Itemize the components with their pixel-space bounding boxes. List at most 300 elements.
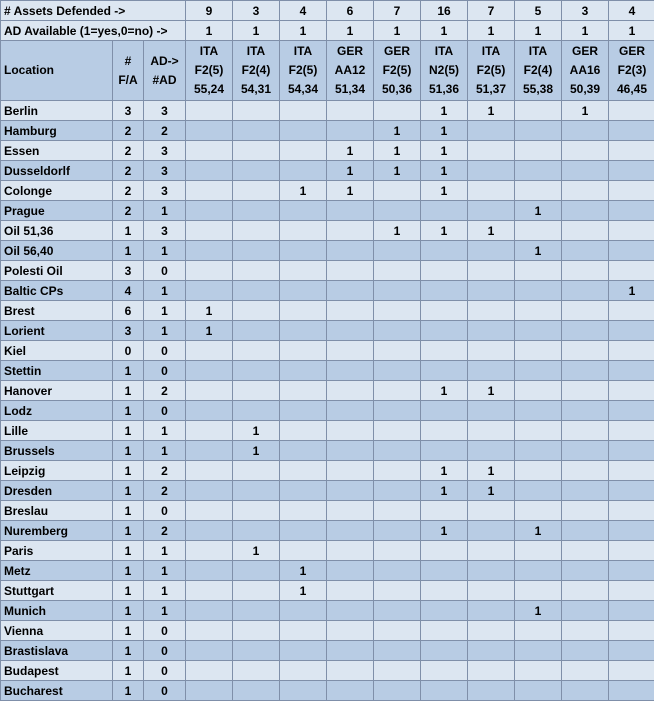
assignment-cell	[233, 461, 280, 481]
assignment-cell	[562, 501, 609, 521]
assignment-cell	[609, 641, 654, 661]
fa-count-cell: 1	[113, 501, 144, 521]
assignment-cell	[186, 561, 233, 581]
ad-count-cell: 1	[144, 241, 186, 261]
assignment-cell	[468, 421, 515, 441]
location-row	[1, 661, 654, 681]
unit-header-line2: F2(4)	[241, 63, 271, 77]
location-row	[1, 161, 654, 181]
assignment-cell	[609, 561, 654, 581]
assets-defended-label: # Assets Defended ->	[1, 1, 186, 21]
location-name-cell: Dresden	[1, 481, 113, 501]
assignment-cell	[233, 341, 280, 361]
location-name-cell: Brussels	[1, 441, 113, 461]
assignment-cell: 1	[421, 481, 468, 501]
assignment-cell	[374, 401, 421, 421]
assignment-cell: 1	[609, 281, 654, 301]
fa-count-cell: 2	[113, 141, 144, 161]
assignment-cell	[327, 581, 374, 601]
assignment-cell	[327, 501, 374, 521]
assignment-cell	[609, 501, 654, 521]
location-row	[1, 141, 654, 161]
assignment-cell	[562, 601, 609, 621]
assets-count-cell: 4	[280, 1, 327, 21]
assignment-cell	[515, 581, 562, 601]
ad-count-cell: 3	[144, 161, 186, 181]
assignment-cell	[515, 481, 562, 501]
assignment-cell	[280, 321, 327, 341]
assignment-cell	[374, 281, 421, 301]
ad-count-cell: 0	[144, 261, 186, 281]
assignment-cell	[609, 141, 654, 161]
assignment-cell	[280, 121, 327, 141]
ad-available-cell: 1	[515, 21, 562, 41]
assignment-cell	[186, 461, 233, 481]
assignment-cell	[327, 241, 374, 261]
assignment-cell	[515, 621, 562, 641]
unit-header-line3: 54,34	[288, 82, 319, 96]
assignment-cell	[421, 341, 468, 361]
assignment-cell	[562, 481, 609, 501]
location-row	[1, 641, 654, 661]
assets-count-cell: 7	[468, 1, 515, 21]
assignment-cell	[280, 641, 327, 661]
unit-header-line2: F2(5)	[382, 63, 412, 77]
location-name-cell: Metz	[1, 561, 113, 581]
assignment-cell	[515, 441, 562, 461]
unit-header-line3: 51,36	[429, 82, 460, 96]
assignment-cell	[186, 521, 233, 541]
assignment-cell	[280, 361, 327, 381]
ad-available-cell: 1	[609, 21, 654, 41]
assignment-cell: 1	[327, 161, 374, 181]
ad-count-cell: 1	[144, 441, 186, 461]
assignment-cell	[374, 481, 421, 501]
assignment-cell	[609, 401, 654, 421]
assignment-cell	[515, 681, 562, 701]
assignment-cell	[421, 501, 468, 521]
ad-count-cell: 1	[144, 301, 186, 321]
assignment-cell	[562, 661, 609, 681]
assignment-cell	[515, 381, 562, 401]
assignment-cell	[374, 341, 421, 361]
assignment-cell	[562, 381, 609, 401]
assignment-cell	[374, 501, 421, 521]
location-name-cell: Leipzig	[1, 461, 113, 481]
assignment-cell	[280, 541, 327, 561]
assignment-cell	[186, 681, 233, 701]
assignment-cell	[515, 541, 562, 561]
column-header-row	[1, 41, 654, 101]
location-row	[1, 301, 654, 321]
assignment-cell	[280, 101, 327, 121]
assignment-cell	[233, 561, 280, 581]
assignment-cell	[609, 661, 654, 681]
ad-count-cell: 2	[144, 481, 186, 501]
location-row	[1, 321, 654, 341]
assignment-cell	[186, 161, 233, 181]
unit-column-header	[280, 41, 327, 101]
assignment-cell: 1	[374, 121, 421, 141]
assignment-cell: 1	[421, 101, 468, 121]
assignment-cell	[609, 681, 654, 701]
assignment-cell	[374, 641, 421, 661]
assignment-cell	[233, 241, 280, 261]
location-name-cell: Baltic CPs	[1, 281, 113, 301]
assignment-cell	[609, 221, 654, 241]
unit-column-header	[468, 41, 515, 101]
assignment-cell	[468, 621, 515, 641]
assignment-cell: 1	[468, 221, 515, 241]
assignment-cell	[233, 261, 280, 281]
assignment-cell	[609, 181, 654, 201]
location-row	[1, 501, 654, 521]
assignment-cell: 1	[233, 421, 280, 441]
unit-header-line1: ITA	[434, 44, 454, 58]
unit-header-line2: F2(3)	[617, 63, 647, 77]
unit-header-line3: 51,34	[335, 82, 366, 96]
fa-count-cell: 1	[113, 541, 144, 561]
unit-column-header	[609, 41, 654, 101]
fa-count-cell: 1	[113, 481, 144, 501]
assignment-cell	[374, 461, 421, 481]
ad-count-cell: 0	[144, 341, 186, 361]
assignment-cell	[233, 301, 280, 321]
assignment-cell	[609, 461, 654, 481]
assignment-cell	[233, 681, 280, 701]
assignment-cell	[609, 361, 654, 381]
assignment-cell	[374, 261, 421, 281]
assignment-cell	[468, 541, 515, 561]
assignment-cell	[562, 321, 609, 341]
location-row	[1, 401, 654, 421]
ad-count-cell: 0	[144, 681, 186, 701]
ad-available-cell: 1	[233, 21, 280, 41]
ad-count-cell: 1	[144, 561, 186, 581]
assignment-cell	[186, 401, 233, 421]
assignment-cell	[374, 581, 421, 601]
assignment-cell	[327, 381, 374, 401]
assignment-cell	[233, 101, 280, 121]
assignment-cell	[421, 361, 468, 381]
assignment-cell	[374, 521, 421, 541]
assignment-cell	[421, 401, 468, 421]
ad-count-cell: 0	[144, 401, 186, 421]
assignment-cell	[233, 381, 280, 401]
location-name-cell: Breslau	[1, 501, 113, 521]
fa-count-cell: 2	[113, 181, 144, 201]
assignment-cell	[233, 361, 280, 381]
assignment-cell	[468, 341, 515, 361]
location-name-cell: Budapest	[1, 661, 113, 681]
unit-header-line3: 46,45	[617, 82, 648, 96]
ad-count-cell: 2	[144, 461, 186, 481]
assignment-cell	[280, 601, 327, 621]
assignment-cell	[233, 121, 280, 141]
location-row	[1, 561, 654, 581]
ad-count-cell: 0	[144, 641, 186, 661]
ad-count-cell: 2	[144, 521, 186, 541]
location-row	[1, 101, 654, 121]
assets-count-cell: 9	[186, 1, 233, 21]
ad-count-cell: 3	[144, 221, 186, 241]
assignment-cell	[327, 221, 374, 241]
assignment-cell	[327, 621, 374, 641]
ad-count-cell: 2	[144, 381, 186, 401]
assignment-cell: 1	[280, 581, 327, 601]
assignment-cell	[562, 181, 609, 201]
assets-count-cell: 7	[374, 1, 421, 21]
location-row	[1, 601, 654, 621]
assignment-cell	[280, 441, 327, 461]
unit-column-header	[374, 41, 421, 101]
assignment-cell	[421, 241, 468, 261]
assignment-cell	[233, 161, 280, 181]
assignment-cell	[374, 601, 421, 621]
assignment-cell	[609, 261, 654, 281]
assignment-cell	[233, 621, 280, 641]
assignment-cell	[562, 361, 609, 381]
ad-available-cell: 1	[327, 21, 374, 41]
assignment-cell	[327, 521, 374, 541]
assignment-cell	[562, 401, 609, 421]
assignment-cell	[468, 301, 515, 321]
assignment-cell	[327, 561, 374, 581]
assignment-cell: 1	[233, 441, 280, 461]
assignment-cell	[280, 401, 327, 421]
assets-count-cell: 5	[515, 1, 562, 21]
unit-header-line3: 55,38	[523, 82, 554, 96]
location-row	[1, 421, 654, 441]
unit-column-header	[515, 41, 562, 101]
assignment-cell	[421, 621, 468, 641]
location-name-cell: Munich	[1, 601, 113, 621]
assignment-cell	[562, 421, 609, 441]
unit-header-line2: F2(5)	[288, 63, 318, 77]
assignment-cell	[468, 401, 515, 421]
fa-count-cell: 1	[113, 221, 144, 241]
assignment-cell	[374, 681, 421, 701]
assignment-cell: 1	[327, 141, 374, 161]
assignment-cell	[374, 201, 421, 221]
location-row	[1, 441, 654, 461]
location-row	[1, 361, 654, 381]
assignment-cell: 1	[515, 601, 562, 621]
assignment-cell	[515, 341, 562, 361]
assignment-cell	[374, 181, 421, 201]
assignment-cell	[280, 301, 327, 321]
ad-available-cell: 1	[421, 21, 468, 41]
assignment-cell	[233, 281, 280, 301]
unit-column-header	[421, 41, 468, 101]
assignment-cell	[468, 641, 515, 661]
location-name-cell: Essen	[1, 141, 113, 161]
assignment-cell	[468, 661, 515, 681]
location-row	[1, 681, 654, 701]
assignment-cell	[327, 461, 374, 481]
fa-count-cell: 1	[113, 601, 144, 621]
assignment-cell	[421, 301, 468, 321]
location-name-cell: Polesti Oil	[1, 261, 113, 281]
unit-header-line1: GER	[337, 44, 364, 58]
assignment-cell	[186, 621, 233, 641]
assignment-cell	[562, 201, 609, 221]
assignment-cell	[562, 221, 609, 241]
assignment-cell: 1	[421, 521, 468, 541]
assignment-cell	[186, 201, 233, 221]
assignment-cell	[186, 261, 233, 281]
assignment-cell	[327, 321, 374, 341]
assignment-cell	[280, 281, 327, 301]
unit-header-line1: GER	[619, 44, 646, 58]
assignment-cell	[421, 321, 468, 341]
assignment-cell	[609, 581, 654, 601]
fa-count-cell: 1	[113, 401, 144, 421]
assignment-cell	[609, 101, 654, 121]
assignment-cell	[327, 601, 374, 621]
assignment-cell	[562, 441, 609, 461]
assignment-cell	[609, 521, 654, 541]
assignment-cell	[374, 541, 421, 561]
assignment-cell	[233, 501, 280, 521]
unit-header-line1: GER	[572, 44, 599, 58]
assignment-cell	[421, 601, 468, 621]
assignment-cell	[233, 661, 280, 681]
assignment-cell	[468, 681, 515, 701]
assignment-cell: 1	[374, 141, 421, 161]
assignment-cell	[609, 301, 654, 321]
assignment-cell: 1	[421, 121, 468, 141]
fa-count-cell: 1	[113, 241, 144, 261]
ad-available-label: AD Available (1=yes,0=no) ->	[1, 21, 186, 41]
assignment-cell	[280, 661, 327, 681]
assets-count-cell: 4	[609, 1, 654, 21]
assignment-cell	[186, 481, 233, 501]
location-name-cell: Oil 56,40	[1, 241, 113, 261]
ad-count-cell: 0	[144, 621, 186, 641]
fa-count-cell: 4	[113, 281, 144, 301]
assignment-cell	[374, 661, 421, 681]
fa-count-cell: 1	[113, 621, 144, 641]
assignment-cell	[233, 481, 280, 501]
assignment-cell	[280, 681, 327, 701]
unit-header-line3: 54,31	[241, 82, 272, 96]
assignment-cell	[327, 341, 374, 361]
assignment-cell	[609, 441, 654, 461]
assignment-cell	[468, 141, 515, 161]
assets-count-cell: 3	[233, 1, 280, 21]
fa-count-cell: 1	[113, 361, 144, 381]
location-name-cell: Vienna	[1, 621, 113, 641]
assignment-cell: 1	[468, 481, 515, 501]
location-name-cell: Paris	[1, 541, 113, 561]
assignment-cell	[562, 281, 609, 301]
assignment-cell	[562, 681, 609, 701]
assignment-cell	[327, 661, 374, 681]
assignment-cell	[562, 561, 609, 581]
location-name-cell: Lorient	[1, 321, 113, 341]
assignment-cell	[468, 181, 515, 201]
ad-count-cell: 3	[144, 101, 186, 121]
assignment-cell	[233, 221, 280, 241]
unit-header-line2: F2(5)	[194, 63, 224, 77]
location-row	[1, 541, 654, 561]
assignment-cell	[609, 481, 654, 501]
location-row	[1, 621, 654, 641]
assignment-cell	[186, 241, 233, 261]
fa-count-cell: 1	[113, 661, 144, 681]
assignment-cell	[186, 601, 233, 621]
unit-header-line3: 50,36	[382, 82, 413, 96]
assignment-cell: 1	[280, 561, 327, 581]
assignment-cell	[280, 221, 327, 241]
assignment-cell	[280, 421, 327, 441]
assignment-cell	[609, 321, 654, 341]
assignment-cell	[186, 541, 233, 561]
ad-available-cell: 1	[562, 21, 609, 41]
fa-count-cell: 1	[113, 421, 144, 441]
assignment-cell	[515, 661, 562, 681]
fa-count-cell: 1	[113, 681, 144, 701]
assignment-cell	[515, 161, 562, 181]
location-name-cell: Berlin	[1, 101, 113, 121]
assignment-cell	[562, 301, 609, 321]
assignment-cell	[186, 221, 233, 241]
assignment-cell: 1	[280, 181, 327, 201]
location-name-cell: Brest	[1, 301, 113, 321]
fa-count-cell: 2	[113, 121, 144, 141]
assignment-cell: 1	[421, 381, 468, 401]
assignment-cell	[233, 601, 280, 621]
assignment-cell	[421, 581, 468, 601]
unit-header-line1: ITA	[528, 44, 548, 58]
unit-header-line1: ITA	[199, 44, 219, 58]
assignment-cell	[562, 641, 609, 661]
assignment-cell	[468, 521, 515, 541]
location-row	[1, 121, 654, 141]
assignment-cell	[186, 641, 233, 661]
assignment-cell: 1	[421, 221, 468, 241]
assignment-cell	[374, 361, 421, 381]
assignment-cell	[515, 461, 562, 481]
assignment-cell	[515, 281, 562, 301]
unit-column-header	[233, 41, 280, 101]
assignment-cell: 1	[421, 141, 468, 161]
assignment-cell	[468, 501, 515, 521]
location-name-cell: Hamburg	[1, 121, 113, 141]
assignment-cell	[468, 561, 515, 581]
assignment-cell	[374, 101, 421, 121]
assignment-cell	[515, 561, 562, 581]
unit-header-line2: N2(5)	[429, 63, 460, 77]
assignment-cell	[327, 101, 374, 121]
ad-count-cell: 1	[144, 601, 186, 621]
ad-count-cell: 0	[144, 501, 186, 521]
location-row	[1, 481, 654, 501]
assignment-cell	[609, 541, 654, 561]
fa-count-cell: 1	[113, 381, 144, 401]
location-row	[1, 281, 654, 301]
assignment-cell	[468, 361, 515, 381]
assignment-cell	[186, 381, 233, 401]
unit-column-header	[186, 41, 233, 101]
unit-header-line3: 50,39	[570, 82, 601, 96]
assignment-cell	[468, 241, 515, 261]
assignment-cell	[468, 441, 515, 461]
assignment-cell	[562, 341, 609, 361]
ad-available-cell: 1	[374, 21, 421, 41]
fa-count-cell: 1	[113, 641, 144, 661]
